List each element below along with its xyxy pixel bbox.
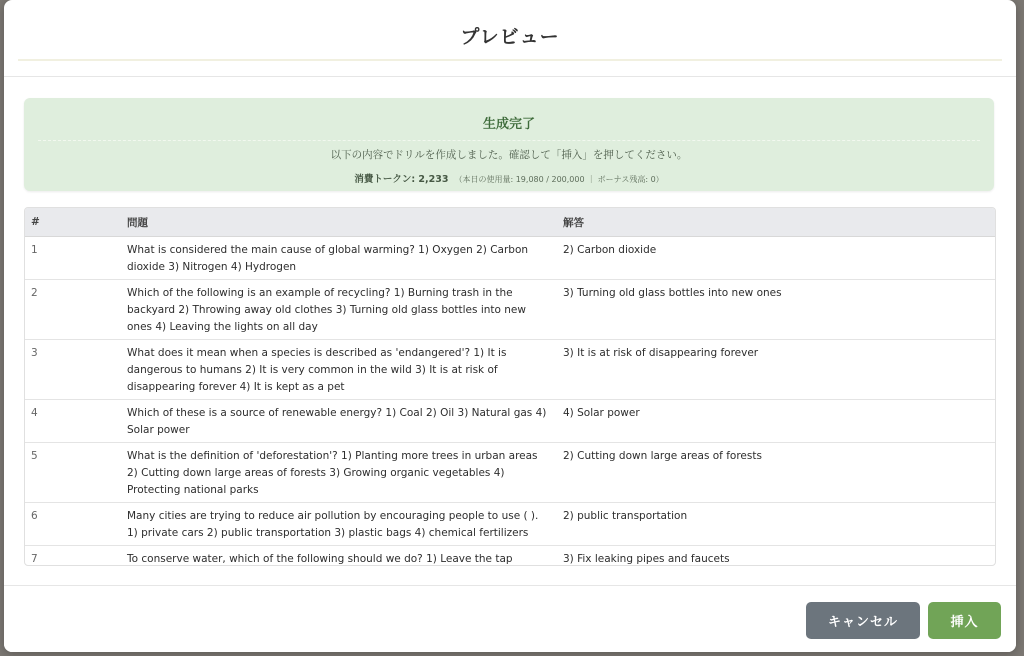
row-answer: 3) Fix leaking pipes and faucets <box>557 546 995 567</box>
row-answer: 3) It is at risk of disappearing forever <box>557 340 995 400</box>
row-question: Which of these is a source of renewable energy? 1) Coal 2) Oil 3) Natural gas 4) Solar power <box>121 400 557 443</box>
row-question: To conserve water, which of the following should we do? 1) Leave the tap <box>121 546 557 567</box>
table-row <box>25 400 995 443</box>
tokens-consumed: 消費トークン: 2,233 <box>354 174 449 185</box>
row-number: 2 <box>25 280 121 340</box>
modal-footer <box>4 585 1016 652</box>
alert-title: 生成完了 <box>482 117 535 132</box>
row-answer: 2) Carbon dioxide <box>557 237 995 280</box>
insert-button[interactable]: 挿入 <box>928 602 1001 639</box>
alert-message: 以下の内容でドリルを作成しました。確認して「挿入」を押してください。 <box>330 149 688 161</box>
token-usage <box>24 171 994 185</box>
row-question: Which of the following is an example of recycling? 1) Burning trash in the backyard 2) Throwing away old clothes 3) Turning old glass bottles into new ones 4) Leaving the lights on all day <box>121 280 557 340</box>
row-number: 1 <box>25 237 121 280</box>
table-row <box>25 546 995 567</box>
row-question: What is considered the main cause of global warming? 1) Oxygen 2) Carbon dioxide 3) Nitrogen 4) Hydrogen <box>121 237 557 280</box>
header-question: 問題 <box>121 208 557 237</box>
header-number: # <box>25 208 121 237</box>
usage-detail: （本日の使用量: 19,080 / 200,000 ｜ ボーナス残高: 0） <box>454 175 664 184</box>
row-question: Many cities are trying to reduce air pollution by encouraging people to use ( ). 1) private cars 2) public transportation 3) plastic bags 4) chemical fertilizers <box>121 503 557 546</box>
row-answer: 4) Solar power <box>557 400 995 443</box>
drill-table <box>25 208 995 566</box>
row-question: What does it mean when a species is described as 'endangered'? 1) It is dangerous to humans 2) It is very common in the wild 3) It is at risk of disappearing forever 4) It is kept as a pet <box>121 340 557 400</box>
title-underline <box>18 59 1002 61</box>
modal-body[interactable] <box>4 77 1016 585</box>
header-answer: 解答 <box>557 208 995 237</box>
row-number: 5 <box>25 443 121 503</box>
row-answer: 3) Turning old glass bottles into new ones <box>557 280 995 340</box>
table-row <box>25 280 995 340</box>
table-row <box>25 237 995 280</box>
preview-modal <box>4 0 1016 652</box>
cancel-button[interactable]: キャンセル <box>806 602 920 639</box>
table-header-row <box>25 208 995 237</box>
table-row <box>25 503 995 546</box>
row-number: 3 <box>25 340 121 400</box>
row-answer: 2) Cutting down large areas of forests <box>557 443 995 503</box>
row-number: 4 <box>25 400 121 443</box>
row-number: 7 <box>25 546 121 567</box>
modal-title: プレビュー <box>460 26 560 48</box>
drill-table-container[interactable] <box>24 207 996 566</box>
table-row <box>25 443 995 503</box>
alert-divider <box>38 140 980 141</box>
row-answer: 2) public transportation <box>557 503 995 546</box>
row-number: 6 <box>25 503 121 546</box>
row-question: What is the definition of 'deforestation'? 1) Planting more trees in urban areas 2) Cutting down large areas of forests 3) Growing organic vegetables 4) Protecting national parks <box>121 443 557 503</box>
success-alert <box>24 98 994 191</box>
modal-header <box>4 0 1016 77</box>
table-row <box>25 340 995 400</box>
